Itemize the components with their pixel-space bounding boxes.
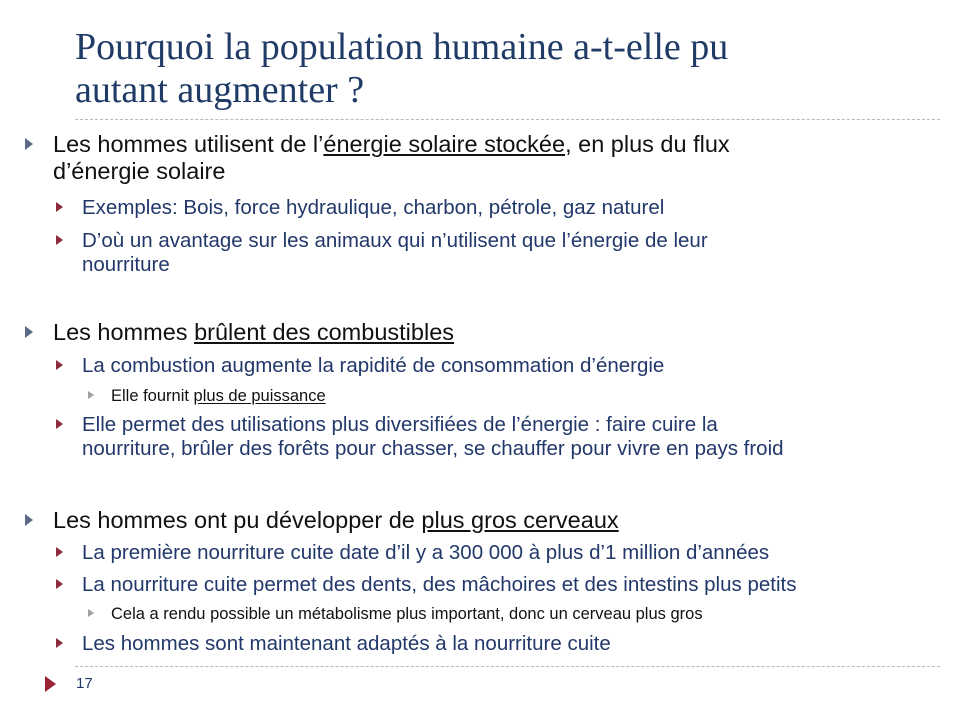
underlined-term: brûlent des combustibles bbox=[194, 319, 455, 345]
title-line-2: autant augmenter ? bbox=[75, 69, 365, 111]
bullet-3: Les hommes ont pu développer de plus gros cerveaux bbox=[53, 507, 913, 534]
sub-bullet-arrow-icon bbox=[56, 547, 63, 557]
bullet-arrow-icon bbox=[25, 138, 33, 150]
bullet-1: Les hommes utilisent de l’énergie solaire stockée, en plus du flux d’énergie solaire bbox=[53, 131, 913, 185]
bullet-2: Les hommes brûlent des combustibles bbox=[53, 319, 913, 346]
footer-divider bbox=[75, 666, 940, 667]
bullet-arrow-icon bbox=[25, 326, 33, 338]
underlined-term: énergie solaire stockée bbox=[323, 131, 566, 157]
sub-bullet-arrow-icon bbox=[56, 202, 63, 212]
sub-bullet-arrow-icon bbox=[56, 419, 63, 429]
bullet-3-2-1: Cela a rendu possible un métabolisme plus important, donc un cerveau plus gros bbox=[111, 604, 931, 624]
bullet-arrow-icon bbox=[25, 514, 33, 526]
title-divider bbox=[75, 119, 940, 120]
sub-bullet-arrow-icon bbox=[56, 360, 63, 370]
sub-bullet-arrow-icon bbox=[56, 638, 63, 648]
sub-bullet-arrow-icon bbox=[56, 235, 63, 245]
bullet-2-1-1: Elle fournit plus de puissance bbox=[111, 386, 931, 406]
bullet-2-1: La combustion augmente la rapidité de consommation d’énergie bbox=[82, 354, 942, 378]
bullet-3-2: La nourriture cuite permet des dents, des mâchoires et des intestins plus petits bbox=[82, 573, 942, 597]
title-line-1: Pourquoi la population humaine a-t-elle pu bbox=[75, 26, 729, 68]
underlined-term: plus gros cerveaux bbox=[421, 507, 619, 533]
bullet-3-1: La première nourriture cuite date d’il y a 300 000 à plus d’1 million d’années bbox=[82, 541, 942, 565]
footer-arrow-icon bbox=[45, 676, 56, 692]
sub-sub-bullet-arrow-icon bbox=[88, 609, 94, 617]
bullet-3-3: Les hommes sont maintenant adaptés à la nourriture cuite bbox=[82, 632, 942, 656]
bullet-1-1: Exemples: Bois, force hydraulique, charbon, pétrole, gaz naturel bbox=[82, 196, 942, 220]
slide-title bbox=[75, 26, 935, 112]
sub-bullet-arrow-icon bbox=[56, 579, 63, 589]
page-number: 17 bbox=[76, 675, 93, 692]
sub-sub-bullet-arrow-icon bbox=[88, 391, 94, 399]
underlined-term: plus de puissance bbox=[193, 387, 326, 405]
bullet-1-2: D’où un avantage sur les animaux qui n’utilisent que l’énergie de leur nourriture bbox=[82, 229, 942, 277]
bullet-2-2: Elle permet des utilisations plus diversifiées de l’énergie : faire cuire la nourriture, brûler des forêts pour chasser, se chauffer pour vivre en pays froid bbox=[82, 413, 942, 461]
